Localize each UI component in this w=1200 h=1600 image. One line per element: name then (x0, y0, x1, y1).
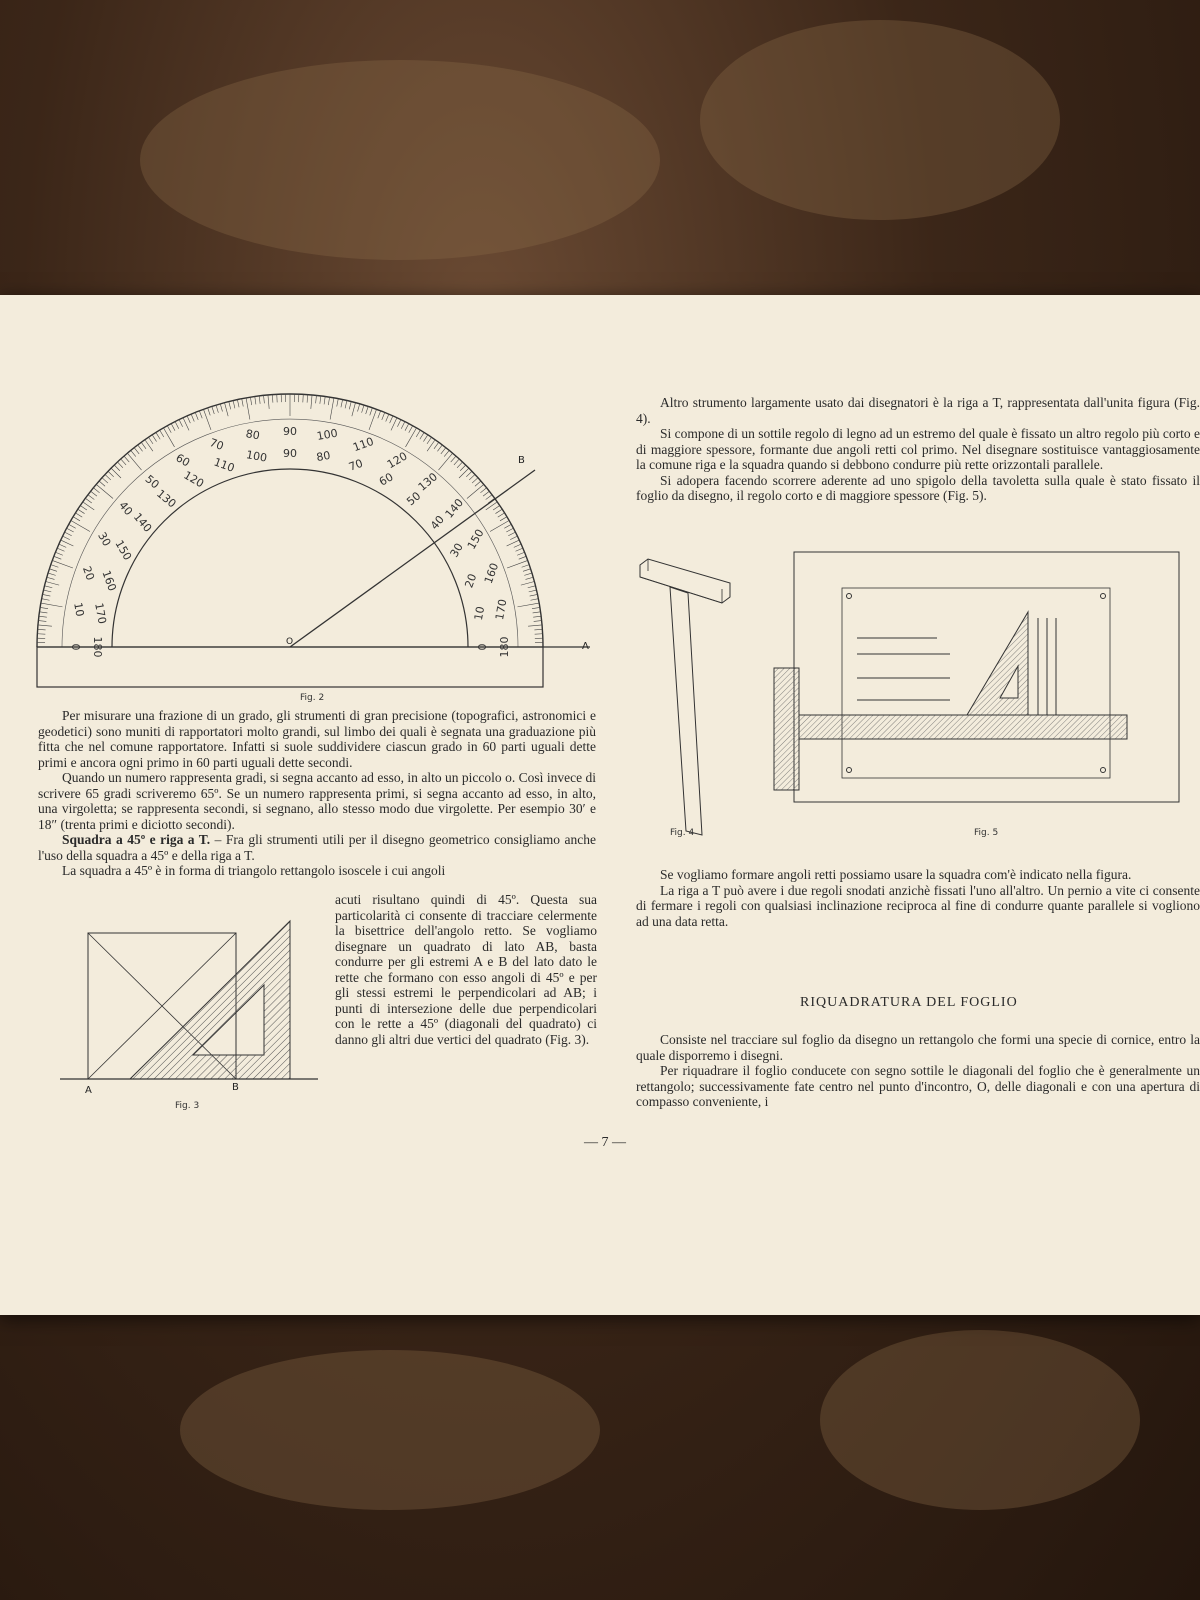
protractor-outer-number: 170 (493, 598, 510, 622)
protractor-tick (57, 548, 64, 551)
protractor-tick (246, 398, 250, 420)
protractor-tick (152, 435, 156, 442)
protractor-tick (96, 484, 113, 498)
protractor-outer-number: 10 (71, 601, 87, 618)
protractor-tick (42, 599, 50, 601)
protractor-tick (134, 448, 139, 454)
protractor-tick (212, 406, 214, 414)
protractor-tick (526, 577, 534, 579)
protractor-tick (438, 453, 452, 470)
wood-carving (700, 20, 1060, 220)
protractor-tick (191, 414, 194, 421)
protractor-inner-number: 30 (447, 540, 466, 560)
protractor-tick (156, 432, 160, 439)
protractor-tick (138, 445, 143, 451)
protractor-tick (521, 582, 535, 586)
protractor-tick (264, 395, 265, 403)
protractor-tick (216, 405, 218, 413)
protractor-tick (49, 569, 57, 571)
protractor-tick (454, 459, 459, 465)
fig5-caption: Fig. 5 (974, 828, 999, 838)
protractor-tick (171, 424, 175, 431)
protractor-outer-number: 120 (384, 449, 410, 472)
wood-carving (820, 1330, 1140, 1510)
protractor-tick (534, 629, 542, 630)
protractor-outer-number: 130 (415, 470, 441, 494)
fig4-caption: Fig. 4 (670, 828, 695, 838)
protractor-tick (523, 569, 531, 571)
paragraph: Quando un numero rappresenta gradi, si segna accanto ad esso, in alto un piccolo o. Così invece di scrivere 65 gradi scriveremo 65º. Se un numero rappresenta primi, si segna accanto ad esso, in alto, una virgoletta; se rappresenta secondi, si segnano, allo stesso modo due virgolette. Per esempio 30′ e 18″ (trenta primi e diciotto secondi). (38, 770, 596, 832)
protractor-tick (88, 495, 94, 500)
protractor-tick (324, 396, 325, 404)
protractor-tick (507, 560, 528, 568)
protractor-tick (366, 406, 368, 414)
protractor-tick (229, 402, 231, 410)
paragraph: Si compone di un sottile regolo di legno ad un estremo del quale è fissato un altro regolo più corto e di maggiore spessore, formante due angoli retti col primo. Nel disegnare sostituisce vantaggiosamente la comune riga e la squadra quando si debbono condurre più rette orizzontali parallele. (636, 426, 1200, 472)
protractor-outer-number: 60 (173, 451, 193, 470)
protractor-tick (401, 422, 405, 429)
protractor-tick (54, 556, 61, 559)
label-o: O (286, 637, 294, 647)
protractor-tick (255, 396, 256, 404)
protractor-tick (121, 459, 126, 465)
protractor-tick (69, 524, 76, 528)
protractor-tick (85, 498, 91, 503)
label-a: A (582, 641, 589, 652)
protractor-tick (78, 509, 85, 513)
paragraph-rest: – Fra gli strumenti utili per il disegno geometrico consigliamo anche l'uso della squadra a 45º e della riga a T. (38, 832, 596, 863)
protractor-outer-number: 110 (351, 434, 376, 455)
protractor-tick (486, 495, 492, 500)
protractor-tick (528, 625, 542, 626)
bold-phrase: Squadra a 45º e riga a T. (62, 832, 211, 847)
protractor-tick (41, 603, 63, 607)
protractor-tick (187, 416, 190, 423)
protractor-outer-number: 0 (69, 643, 82, 651)
protractor-tick (529, 590, 537, 592)
protractor-outer-number: 70 (207, 435, 226, 453)
protractor-tick (160, 430, 164, 437)
protractor-tick (475, 481, 481, 486)
paragraph: La riga a T può avere i due regoli snodati anzichè fissati l'uno all'altro. Un pernio a vite ci consente di fermare i regoli con qualsiasi inclinazione reciproca al fine di condurre quante parallele si vogliono ad una data retta. (636, 882, 1200, 929)
protractor-tick (370, 408, 373, 416)
protractor-inner-number: 130 (154, 487, 179, 511)
protractor-tick (397, 420, 401, 427)
protractor-inner-number: 150 (112, 537, 135, 563)
protractor-outer-number: 180 (498, 636, 511, 658)
label-b-fig3: B (232, 1082, 239, 1093)
protractor-inner-number: 140 (130, 510, 155, 535)
protractor-tick (382, 412, 385, 419)
protractor-tick (45, 586, 53, 588)
protractor-tick (38, 629, 46, 630)
protractor-tick (472, 478, 478, 483)
protractor-tick (93, 488, 99, 493)
protractor-outer-number: 90 (283, 425, 297, 438)
paragraph (38, 832, 596, 863)
protractor-inner-number: 100 (245, 448, 269, 465)
left-column-text-wrap (335, 892, 597, 1047)
protractor-tick (195, 412, 198, 419)
protractor-tick (530, 594, 538, 596)
protractor-tick (75, 513, 82, 517)
protractor-tick (105, 474, 111, 479)
protractor-outer-number: 160 (481, 561, 502, 586)
protractor-tick (434, 442, 439, 448)
protractor-tick (307, 395, 308, 403)
protractor-tick (48, 573, 56, 575)
protractor-tick (250, 397, 251, 405)
book-page (0, 295, 1200, 1315)
protractor-tick (67, 528, 74, 532)
protractor-tick (167, 426, 171, 433)
protractor-tick (39, 612, 47, 613)
protractor-tick (272, 395, 273, 403)
protractor-tick (528, 586, 536, 588)
protractor-tick (480, 488, 486, 493)
protractor-tick (500, 517, 507, 521)
protractor-tick (59, 544, 66, 547)
protractor-tick (91, 491, 97, 496)
protractor-tick (352, 403, 356, 417)
protractor-tick (437, 445, 442, 451)
protractor-tick (73, 517, 80, 521)
protractor-tick (203, 409, 211, 430)
protractor-tick (490, 521, 509, 532)
protractor-tick (406, 428, 417, 447)
protractor-tick (460, 465, 466, 471)
protractor-tick (349, 402, 351, 410)
protractor-outer-number: 40 (116, 498, 136, 519)
protractor-tick (225, 403, 229, 417)
protractor-tick (466, 471, 472, 477)
paragraph: Si adopera facendo scorrere aderente ad uno spigolo della tavoletta sulla quale è stato fissato il foglio da disegno, il regolo corto e di maggiore spessore (Fig. 5). (636, 472, 1200, 503)
left-column-text (38, 708, 596, 879)
protractor-outer-number: 80 (244, 427, 261, 443)
protractor-tick (208, 408, 211, 416)
paragraph: La squadra a 45º è in forma di triangolo rettangolo isoscele i cui angoli (62, 863, 446, 878)
protractor-tick (510, 536, 517, 540)
protractor-tick (131, 450, 136, 456)
protractor-tick (459, 468, 469, 478)
square-figure (58, 913, 328, 1103)
protractor-tick (52, 560, 73, 568)
protractor-tick (369, 409, 377, 430)
protractor-outer-number: 20 (79, 564, 97, 583)
protractor-tick (65, 532, 72, 536)
protractor-tick (43, 590, 51, 592)
fig2-caption: Fig. 2 (300, 693, 325, 703)
protractor-inner-number: 0 (476, 643, 489, 651)
protractor-tick (320, 396, 321, 404)
protractor-tick (38, 625, 52, 626)
protractor-tick (483, 491, 489, 496)
protractor-tick (199, 411, 202, 418)
protractor-outer-number: 50 (142, 472, 162, 492)
right-column-text-middle (636, 867, 1200, 929)
protractor-outer-number: 100 (315, 426, 339, 443)
fig3-caption: Fig. 3 (175, 1101, 200, 1111)
protractor-inner-number: 90 (283, 447, 297, 460)
protractor-tick (409, 426, 413, 433)
protractor-tick (516, 548, 523, 551)
right-column-text-top (636, 395, 1200, 504)
protractor-tick (175, 422, 179, 429)
protractor-tick (522, 565, 530, 568)
protractor-tick (164, 428, 175, 447)
protractor-tick (114, 465, 120, 471)
protractor-tick (405, 424, 409, 431)
wood-carving (140, 60, 660, 260)
protractor-tick (183, 418, 189, 431)
protractor-outer-number: 150 (464, 526, 487, 552)
protractor-tick (423, 435, 427, 442)
protractor-tick (498, 513, 505, 517)
protractor-tick (488, 498, 494, 503)
protractor-tick (268, 395, 269, 409)
protractor-tick (533, 612, 541, 613)
protractor-tick (358, 404, 360, 412)
protractor-tick (495, 509, 502, 513)
protractor-inner-number: 60 (376, 470, 396, 489)
paragraph: Consiste nel tracciare sul foglio da disegno un rettangolo che formi una specie di cornice, entro la quale disporremo i disegni. (636, 1032, 1200, 1063)
protractor-tick (330, 398, 334, 420)
paragraph: Se vogliamo formare angoli retti possiamo usare la squadra com'è indicato nella figura. (660, 867, 1132, 882)
protractor-tick (311, 395, 312, 409)
protractor-inner-number: 120 (181, 468, 207, 491)
protractor-inner-number: 10 (471, 605, 488, 622)
protractor-tick (362, 405, 364, 413)
protractor-outer-number: 30 (95, 529, 114, 549)
protractor-tick (530, 599, 538, 601)
protractor-inner-number: 40 (427, 513, 447, 533)
protractor-tick (444, 450, 449, 456)
protractor-tick (51, 565, 59, 568)
protractor-inner-number: 70 (347, 456, 365, 474)
protractor-inner-number: 180 (91, 636, 104, 658)
right-column-text-bottom (636, 1032, 1200, 1110)
protractor-tick (469, 474, 475, 479)
protractor-inner-number: 80 (315, 448, 332, 465)
protractor-tick (441, 448, 446, 454)
protractor-tick (237, 400, 239, 408)
protractor-tick (316, 395, 317, 403)
protractor-tick (108, 471, 114, 477)
protractor-inner-number: 160 (99, 568, 119, 593)
protractor-tick (345, 400, 347, 408)
page-number: — 7 — (584, 1135, 626, 1150)
protractor-tick (111, 468, 121, 478)
protractor-tick (493, 506, 500, 510)
protractor-tick (508, 532, 515, 536)
protractor-tick (517, 552, 524, 555)
protractor-tick (519, 556, 526, 559)
protractor-tick (124, 456, 129, 462)
protractor-tick (141, 442, 146, 448)
protractor-tick (451, 456, 456, 462)
protractor-inner-number: 170 (92, 601, 109, 625)
protractor-tick (55, 552, 62, 555)
paragraph: Per riquadrare il foglio conducete con segno sottile le diagonali del foglio che è generalmente un rettangolo; successivamente fate centro nel punto d'incontro, O, delle diagonali e con una apertura di compasso conveniente, i (636, 1063, 1200, 1109)
protractor-inner-number: 20 (462, 572, 480, 590)
protractor-tick (337, 399, 339, 407)
protractor-tick (524, 573, 532, 575)
label-a-fig3: A (85, 1085, 92, 1096)
protractor-tick (534, 621, 542, 622)
protractor-tick (391, 418, 397, 431)
paragraph: Per misurare una frazione di un grado, gli strumenti di gran precisione (topografici, astronomici e geodetici) sono muniti di rapportatori molto grandi, sul limbo dei quali è segnata una graduazione più fitta che nel comune rapportatore. Infatti si suole suddividere ciascun grado in 60 parti uguali dette primi e ancora ogni primo in 60 parti uguali dette secondi. (38, 708, 596, 770)
protractor-tick (43, 594, 51, 596)
protractor-tick (38, 621, 46, 622)
protractor-tick (39, 616, 47, 617)
protractor-tick (504, 524, 511, 528)
protractor-tick (427, 437, 431, 444)
protractor-tick (507, 540, 520, 546)
protractor-tick (233, 400, 235, 408)
protractor-tick (386, 414, 389, 421)
protractor-tick (179, 420, 183, 427)
protractor-tick (47, 577, 55, 579)
protractor-tick (390, 416, 393, 423)
protractor-tick (532, 607, 540, 608)
t-square-figure (630, 555, 750, 855)
protractor-tick (416, 430, 420, 437)
protractor-tick (378, 411, 381, 418)
protractor-tick (220, 404, 222, 412)
paragraph: Altro strumento largamente usato dai disegnatori è la riga a T, rappresentata dall'unita figura (Fig. 4). (636, 395, 1200, 426)
protractor-tick (46, 582, 60, 586)
protractor-tick (149, 437, 153, 444)
protractor-tick (99, 481, 105, 486)
protractor-tick (127, 453, 141, 470)
protractor-tick (102, 478, 108, 483)
paragraph: acuti risultano quindi di 45º. Questa sua particolarità ci consente di tracciare celermente la bisettrice dell'angolo retto. Se vogliamo disegnare un quadrato di lato AB, basta condurre per gli estremi A e B del lato dato le rette che formano con esso angoli di 45º e per gli stessi estremi le perpendicolari ad AB; i punti di intersezione delle due perpendicolari con le rette a 45º (diagonali del quadrato) ci danno gli altri due vertici del quadrato (Fig. 3). (335, 892, 597, 1047)
protractor-tick (514, 544, 521, 547)
protractor-outer-number: 140 (442, 496, 467, 521)
protractor-inner-number: 50 (404, 489, 424, 509)
protractor-tick (117, 462, 122, 468)
protractor-tick (328, 397, 329, 405)
protractor-tick (420, 432, 424, 439)
protractor-tick (533, 616, 541, 617)
protractor-tick (457, 462, 462, 468)
protractor-inner-number: 110 (212, 455, 237, 475)
label-b: B (518, 455, 525, 466)
protractor-tick (341, 400, 343, 408)
protractor-tick (71, 521, 90, 532)
wood-carving (180, 1350, 600, 1510)
protractor-tick (61, 540, 74, 546)
protractor-tick (506, 528, 513, 532)
protractor-tick (40, 607, 48, 608)
protractor-tick (259, 396, 260, 404)
protractor-tick (80, 506, 87, 510)
protractor-tick (242, 399, 244, 407)
section-heading: RIQUADRATURA DEL FOGLIO (800, 995, 1018, 1010)
protractor-tick (517, 603, 539, 607)
protractor-tick (63, 536, 70, 540)
protractor-tick (467, 484, 484, 498)
drawing-board-figure (772, 550, 1192, 810)
